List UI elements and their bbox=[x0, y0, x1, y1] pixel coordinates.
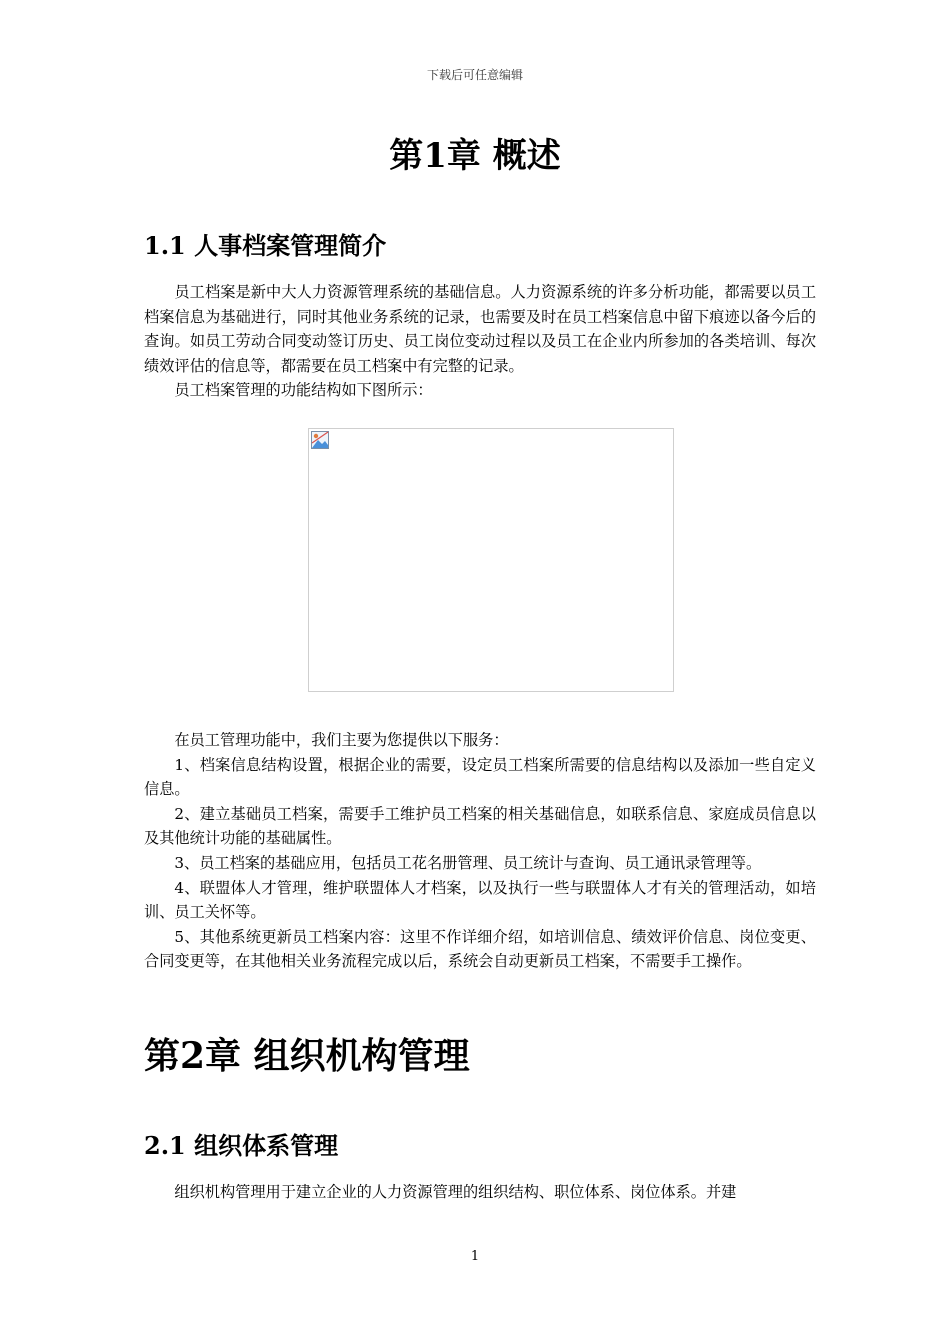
section-2-1-intro: 组织机构管理用于建立企业的人力资源管理的组织结构、职位体系、岗位体系。并建 bbox=[174, 1183, 737, 1201]
section-2-1-body bbox=[144, 1180, 816, 1205]
chapter-2-title: 第2章 组织机构管理 bbox=[144, 1035, 470, 1077]
service-item-4: 4、联盟体人才管理，维护联盟体人才档案，以及执行一些与联盟体人才有关的管理活动，如培训、员工关怀等。 bbox=[144, 878, 816, 922]
service-item-1: 1、档案信息结构设置，根据企业的需要，设定员工档案所需要的信息结构以及添加一些自定义信息。 bbox=[144, 755, 816, 799]
chapter-1-title: 第1章 概述 bbox=[389, 136, 561, 176]
services-intro: 在员工管理功能中，我们主要为您提供以下服务： bbox=[174, 731, 509, 749]
figure-caption-line: 员工档案管理的功能结构如下图所示： bbox=[174, 381, 433, 400]
service-item-2: 2、建立基础员工档案，需要手工维护员工档案的相关基础信息，如联系信息、家庭成员信息以及其他统计功能的基础属性。 bbox=[144, 804, 816, 848]
section-1-1-title: 1.1 人事档案管理简介 bbox=[144, 231, 387, 260]
page-number: 1 bbox=[470, 1249, 480, 1264]
page-header: 下载后可任意编辑 bbox=[426, 68, 523, 82]
section-1-1-body bbox=[144, 280, 816, 403]
intro-paragraph: 员工档案是新中大人力资源管理系统的基础信息。人力资源系统的许多分析功能，都需要以员工档案信息为基础进行，同时其他业务系统的记录，也需要及时在员工档案信息中留下痕迹以备今后的查询。如员工劳动合同变动签订历史、员工岗位变动过程以及员工在企业内所参加的各类培训、每次绩效评估的信息等，都需要在员工档案中有完整的记录。 bbox=[144, 283, 816, 375]
service-item-5: 5、其他系统更新员工档案内容：这里不作详细介绍，如培训信息、绩效评价信息、岗位变更、合同变更等，在其他相关业务流程完成以后，系统会自动更新员工档案，不需要手工操作。 bbox=[144, 927, 816, 971]
section-2-1-title: 2.1 组织体系管理 bbox=[144, 1131, 339, 1160]
function-structure-figure bbox=[308, 428, 674, 692]
services-list bbox=[144, 728, 816, 974]
broken-image-icon bbox=[311, 431, 329, 449]
service-item-3: 3、员工档案的基础应用，包括员工花名册管理、员工统计与查询、员工通讯录管理等。 bbox=[174, 853, 762, 872]
